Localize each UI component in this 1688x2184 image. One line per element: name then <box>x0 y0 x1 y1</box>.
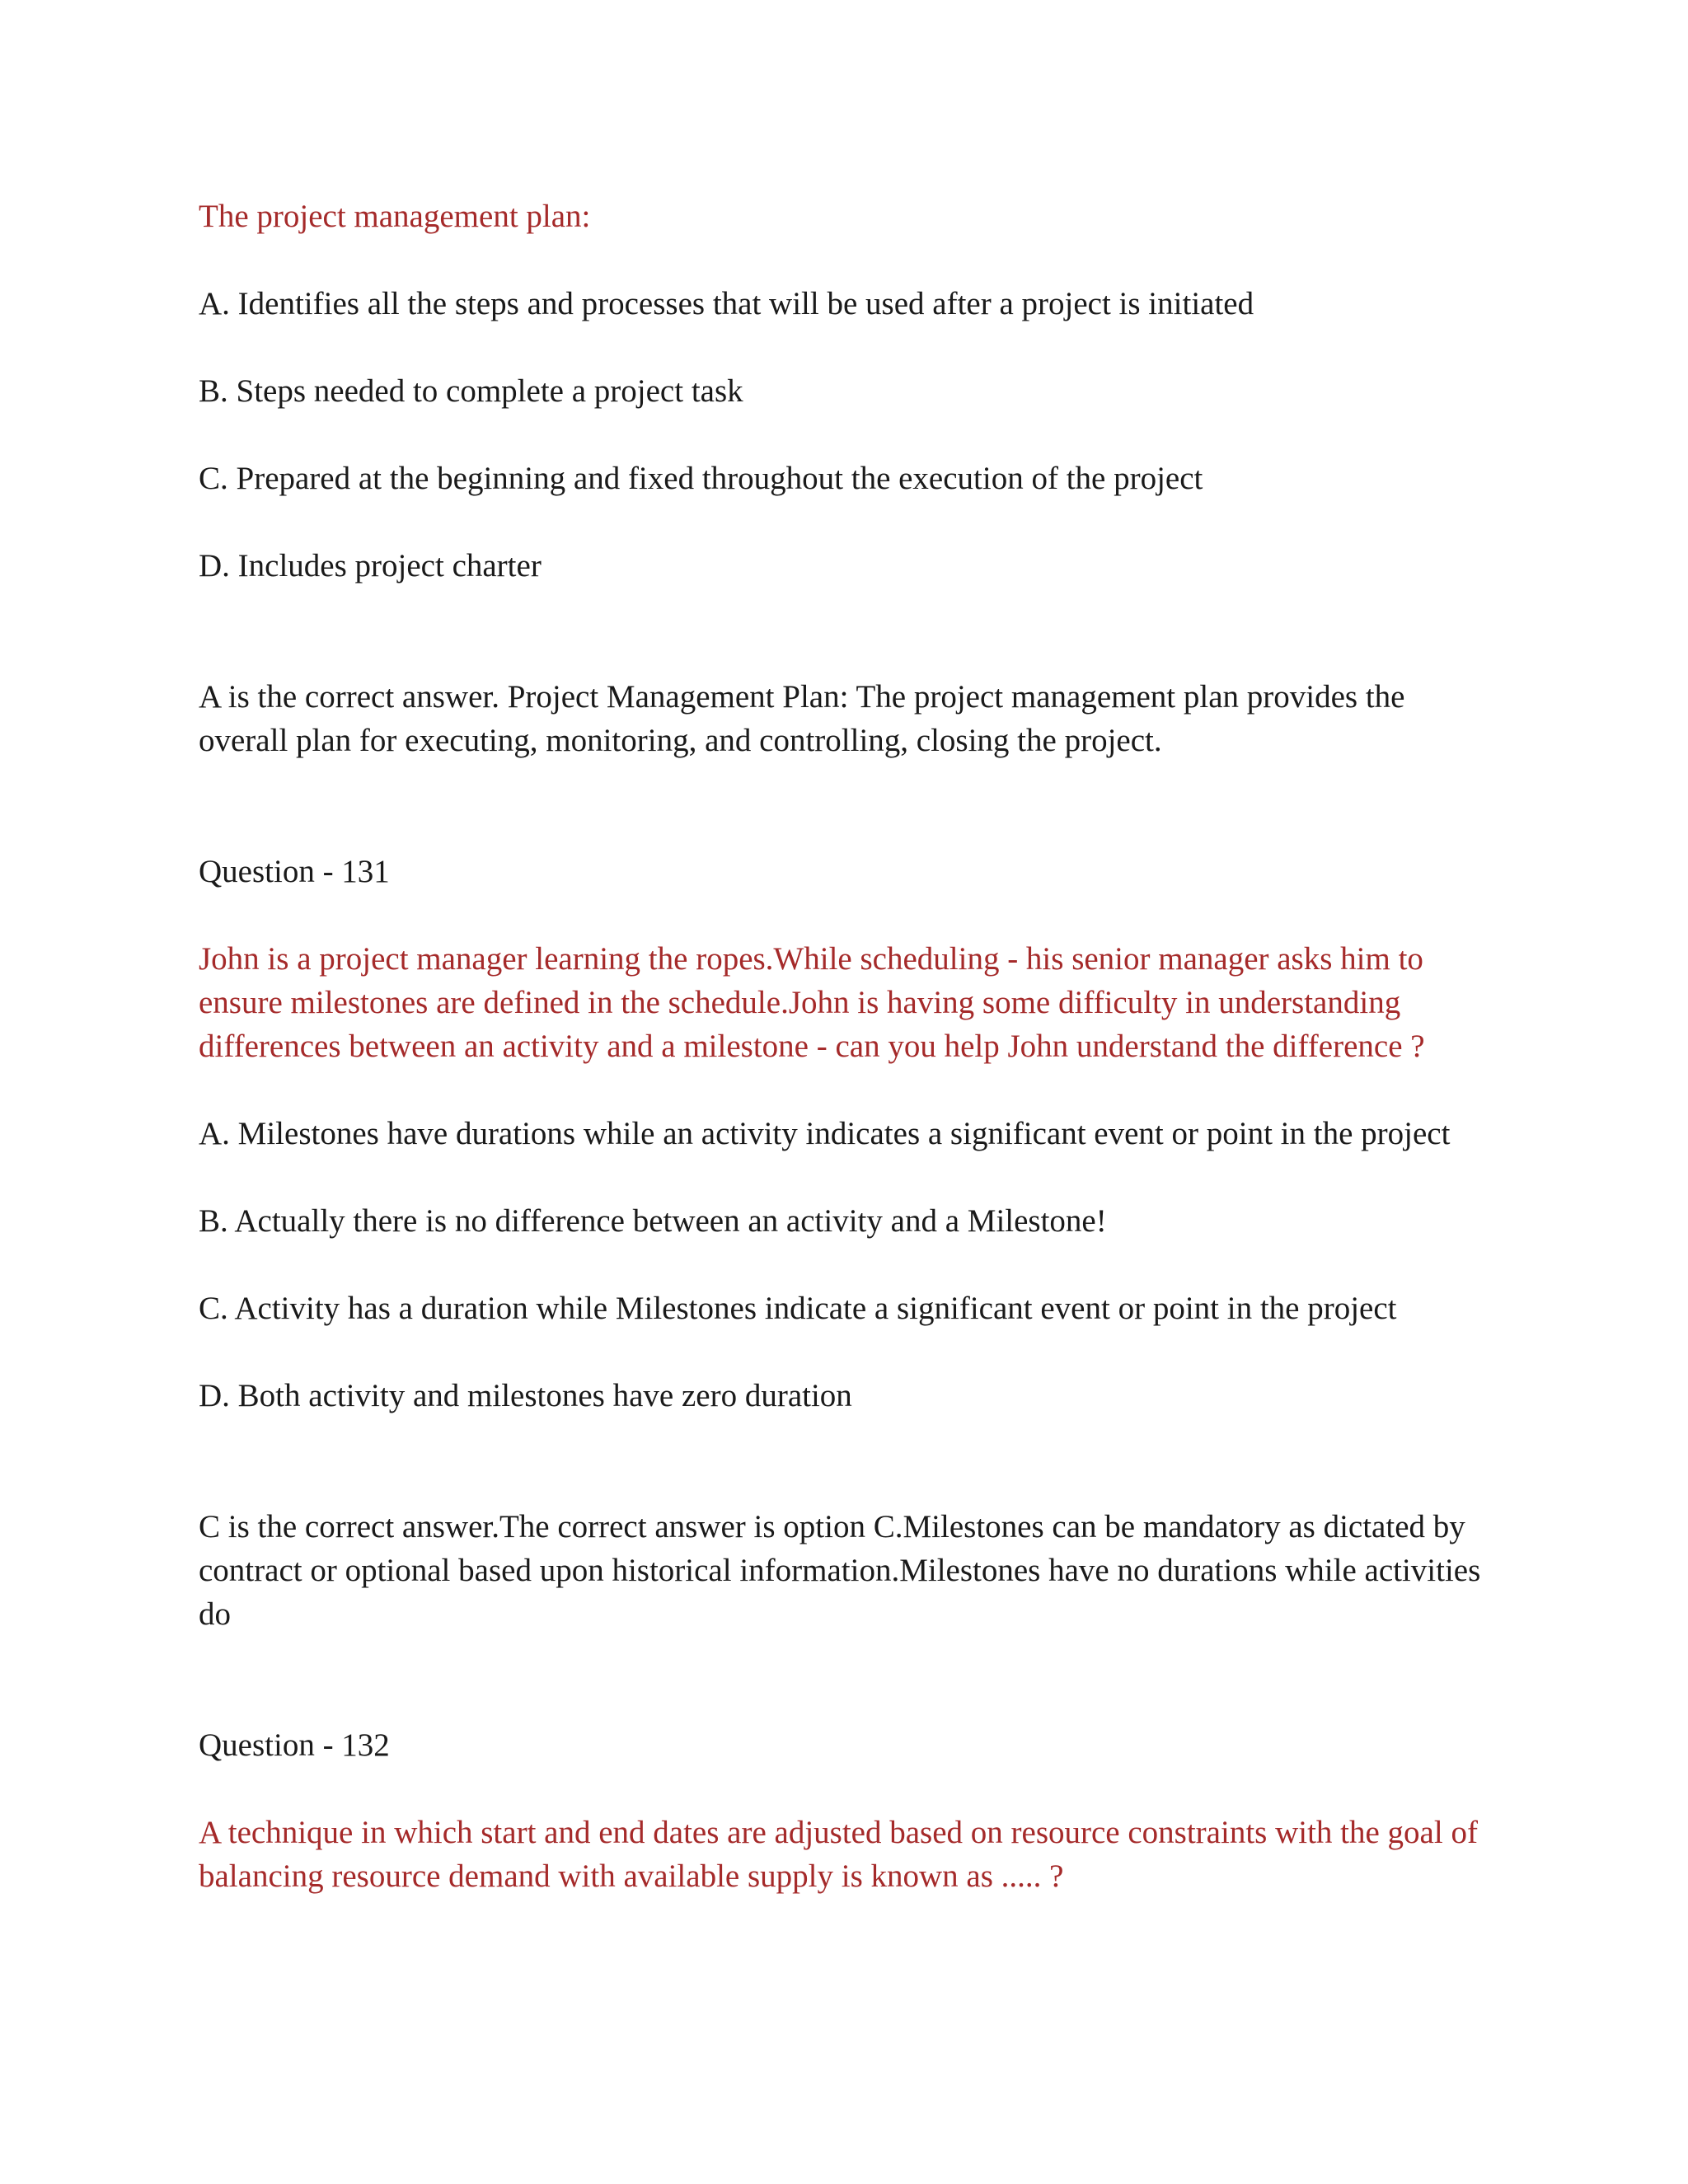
option-d: D. Includes project charter <box>199 548 542 583</box>
answer-explanation: C is the correct answer.The correct answer is option C.Milestones can be mandatory as dictated by contract or optional based upon historical information.Milestones have no durations while activities do <box>199 1509 1481 1632</box>
answer-explanation: A is the correct answer. Project Management Plan: The project management plan provides the overall plan for executing, monitoring, and controlling, closing the project. <box>199 679 1405 758</box>
question-heading: Question - 131 <box>199 854 390 889</box>
option-d: D. Both activity and milestones have zero duration <box>199 1378 852 1413</box>
option-a: A. Milestones have durations while an activity indicates a significant event or point in the project <box>199 1116 1451 1151</box>
question-stem: John is a project manager learning the ropes.While scheduling - his senior manager asks him to ensure milestones are defined in the schedule.John is having some difficulty in understanding differences between an activity and a milestone - can you help John understand the difference ? <box>199 941 1425 1064</box>
option-c: C. Prepared at the beginning and fixed throughout the execution of the project <box>199 461 1203 496</box>
question-stem: The project management plan: <box>199 199 591 234</box>
option-b: B. Steps needed to complete a project task <box>199 373 743 409</box>
option-a: A. Identifies all the steps and processes that will be used after a project is initiated <box>199 286 1254 321</box>
option-c: C. Activity has a duration while Milestones indicate a significant event or point in the project <box>199 1291 1397 1326</box>
option-b: B. Actually there is no difference between an activity and a Milestone! <box>199 1203 1107 1239</box>
question-stem: A technique in which start and end dates are adjusted based on resource constraints with the goal of balancing resource demand with available supply is known as ..... ? <box>199 1815 1478 1894</box>
question-heading: Question - 132 <box>199 1727 390 1763</box>
